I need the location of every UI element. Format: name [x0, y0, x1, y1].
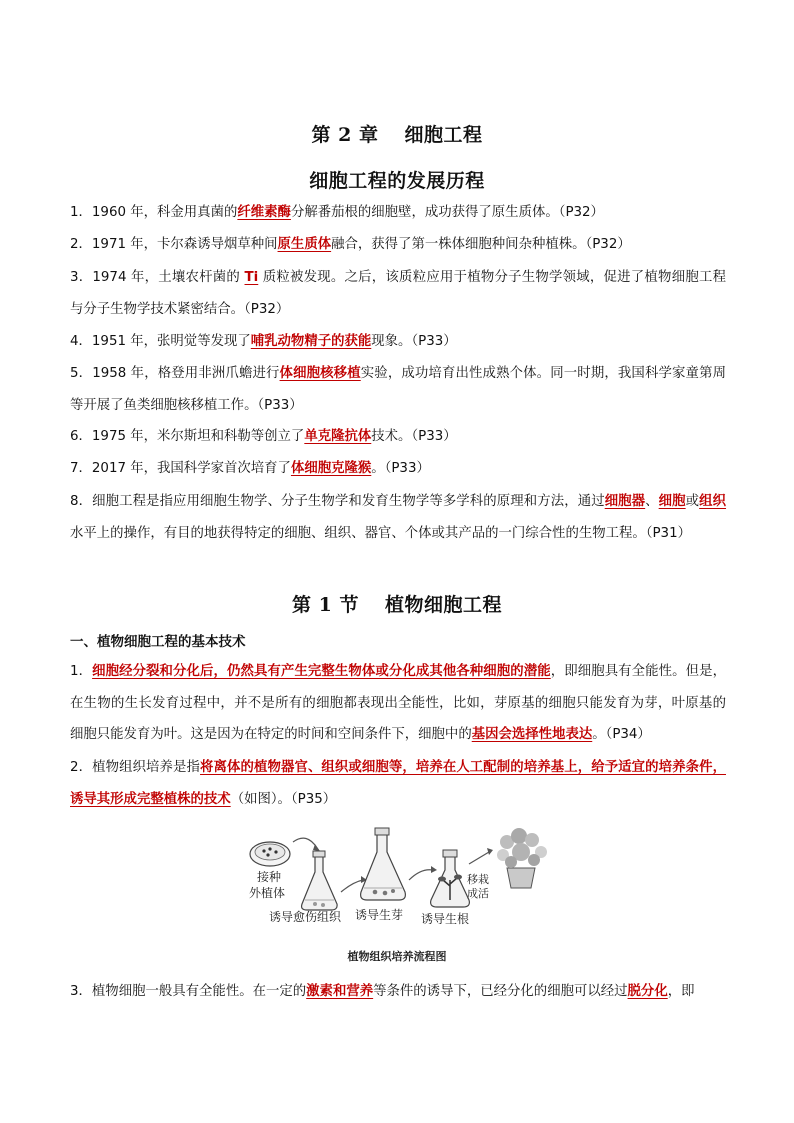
- answer-blank: 激素和营养: [306, 984, 374, 999]
- potted-plant-icon: [497, 828, 547, 888]
- page-ref: （P33）: [257, 397, 303, 413]
- answer-blank: 哺乳动物精子的获能: [250, 334, 372, 349]
- answer-blank: 体细胞核移植: [279, 366, 361, 381]
- plant-item-1: 1．细胞经分裂和分化后，仍然具有产生完整生物体或分化成其他各种细胞的潜能，即细胞具有全能性。但是，在生物的生长发育过程中，并不是所有的细胞都表现出全能性，比如，芽原基的细胞只能发育为芽，叶原基的细胞只能发育为叶。这是因为在特定的时间和空间条件下，细胞中的基因会选择性地表达。（P34）: [70, 664, 726, 742]
- page-ref: （P33）: [411, 429, 457, 444]
- history-item-4: 4．1951 年，张明觉等发现了哺乳动物精子的获能现象。（P33）: [70, 334, 457, 349]
- page-ref: （P32）: [244, 301, 290, 317]
- flask-icon: [361, 828, 406, 900]
- page-ref: （P31）: [645, 525, 691, 541]
- answer-blank: 细胞: [658, 494, 686, 509]
- page-ref: （P32）: [585, 237, 631, 252]
- history-item-5: 5．1958 年，格登用非洲爪蟾进行体细胞核移植实验，成功培育出性成熟个体。同一时期，我国科学家童第周等开展了鱼类细胞核移植工作。（P33）: [70, 366, 727, 413]
- subsection-heading: 一、植物细胞工程的基本技术: [70, 634, 246, 650]
- answer-blank: 纤维素酶: [237, 205, 291, 220]
- plant-item-3: 3．植物细胞一般具有全能性。在一定的激素和营养等条件的诱导下，已经分化的细胞可以经过脱分化，即: [70, 984, 695, 999]
- answer-blank: 细胞器: [604, 494, 646, 509]
- label-transplant-1: 移栽: [467, 873, 489, 886]
- chapter-heading: [0, 120, 794, 147]
- flask-icon: [302, 851, 338, 910]
- label-callus: 诱导愈伤组织: [269, 910, 342, 924]
- section-heading: [0, 590, 794, 617]
- page-ref: （P34）: [605, 727, 651, 742]
- history-item-3: 3．1974 年，土壤农杆菌的 Ti 质粒被发现。之后，该质粒应用于植物分子生物学领域，促进了植物细胞工程与分子生物学技术紧密结合。（P32）: [70, 270, 726, 317]
- plant-item-2: 2．植物组织培养是指将离体的植物器官、组织或细胞等，培养在人工配制的培养基上，给予适宜的培养条件，诱导其形成完整植株的技术（如图）。（P35）: [70, 760, 726, 807]
- chapter-number: 第 2 章: [311, 124, 379, 146]
- label-root: 诱导生根: [421, 912, 470, 926]
- history-heading: 细胞工程的发展历程: [309, 170, 485, 192]
- answer-blank: 体细胞克隆猴: [290, 461, 372, 476]
- history-item-2: 2．1971 年，卡尔森诱导烟草种间原生质体融合，获得了第一株体细胞种间杂种植株。（P32）: [70, 237, 631, 252]
- tissue-culture-diagram: [245, 822, 555, 937]
- section-title: 植物细胞工程: [384, 594, 502, 616]
- page-ref: （P33）: [384, 461, 430, 476]
- history-item-6: 6．1975 年，米尔斯坦和科勒等创立了单克隆抗体技术。（P33）: [70, 429, 457, 444]
- page-ref: （P32）: [558, 205, 604, 220]
- petri-dish-icon: [250, 842, 290, 866]
- history-item-1: 1．1960 年，科金用真菌的纤维素酶分解番茄根的细胞壁，成功获得了原生质体。（P32）: [70, 205, 604, 220]
- section-number: 第 1 节: [292, 594, 359, 616]
- answer-blank: 细胞经分裂和分化后，仍然具有产生完整生物体或分化成其他各种细胞的潜能: [92, 664, 551, 679]
- label-transplant-2: 成活: [467, 887, 489, 900]
- history-item-8: 8．细胞工程是指应用细胞生物学、分子生物学和发育生物学等多学科的原理和方法，通过细胞器、细胞或组织水平上的操作，有目的地获得特定的细胞、组织、器官、个体或其产品的一门综合性的生物工程。（P31）: [70, 494, 727, 541]
- page-ref: （P35）: [290, 791, 337, 807]
- answer-blank: 将离体的植物器官、组织或细胞等，培养在人工配制的培养基上，给予适宜的培养条件，诱导其形成完整植株的技术: [70, 760, 726, 807]
- answer-blank: 原生质体: [277, 237, 332, 252]
- history-item-7: 7．2017 年，我国科学家首次培育了体细胞克隆猴。（P33）: [70, 461, 430, 476]
- label-bud: 诱导生芽: [355, 908, 404, 922]
- answer-blank: 基因会选择性地表达: [471, 727, 593, 742]
- flask-icon: [431, 850, 470, 907]
- answer-blank: 脱分化: [627, 984, 668, 999]
- answer-blank: 组织: [699, 494, 727, 509]
- chapter-title: 细胞工程: [404, 124, 483, 146]
- answer-blank: Ti: [244, 270, 259, 285]
- figure-caption: 植物组织培养流程图: [347, 950, 447, 963]
- label-inoculate: 接种: [257, 870, 282, 884]
- label-explant: 外植体: [249, 886, 286, 900]
- page-ref: （P33）: [411, 334, 457, 349]
- answer-blank: 单克隆抗体: [304, 429, 372, 444]
